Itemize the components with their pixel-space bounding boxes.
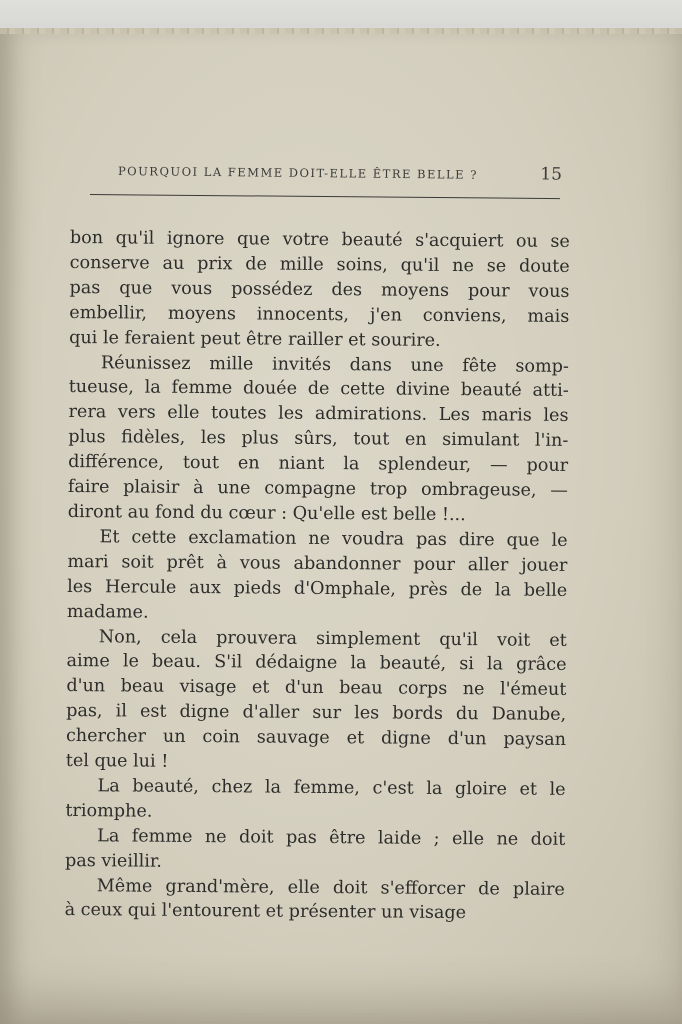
text-line: pas vieillir.: [64, 850, 163, 872]
text-line: conserve au prix de mille soins, qu'il ne se doute: [69, 252, 570, 277]
paragraph: [67, 525, 568, 629]
text-line: Non, cela prouvera simplement qu'il voit et: [98, 626, 567, 651]
text-line: d'un beau visage et d'un beau corps ne l'émeut: [66, 676, 567, 701]
text-line: madame.: [66, 601, 149, 623]
text-line: faire plaisir à une compagne trop ombrageuse, —: [67, 477, 569, 501]
paragraph: [68, 351, 569, 529]
paragraph: [65, 774, 565, 828]
text-line: aime le beau. S'il dédaigne la beauté, si la grâce: [66, 651, 567, 676]
text-line: chercher un coin sauvage et digne d'un paysan: [65, 726, 567, 751]
page-number: 15: [540, 164, 563, 185]
text-line: bon qu'il ignore que votre beauté s'acquiert ou se: [69, 227, 570, 252]
text-line: à ceux qui l'entourent et présenter un visage: [64, 900, 467, 924]
text-line: Réunissez mille invités dans une fête somp-: [100, 352, 569, 377]
text-line: Et cette exclamation ne voudra pas dire que le: [99, 527, 568, 551]
text-line: triomphe.: [65, 800, 153, 822]
text-line: qui le feraient peut être railler et sourire.: [69, 327, 441, 351]
text-line: tel que lui !: [65, 751, 169, 772]
text-line: mari soit prêt à vous abandonner pour aller jouer: [67, 551, 568, 576]
text-line: pas, il est digne d'aller sur les bords du Danube,: [66, 701, 567, 726]
paragraph: [66, 624, 567, 777]
text-line: embellir, moyens innocents, j'en conviens, mais: [69, 302, 570, 327]
text-line: rera vers elle toutes les admirations. Les maris les: [68, 402, 569, 427]
text-line: différence, tout en niant la splendeur, — pour: [68, 452, 569, 477]
text-line: tueuse, la femme douée de cette divine beauté atti-: [68, 377, 569, 402]
body-text: [65, 226, 570, 927]
paragraph: [69, 226, 570, 354]
text-line: La femme ne doit pas être laide ; elle ne doit: [97, 825, 566, 850]
text-line: Même grand'mère, elle doit s'efforcer de plaire: [96, 875, 565, 900]
text-line: pas que vous possédez des moyens pour vous: [69, 277, 570, 302]
text-line: La beauté, chez la femme, c'est la gloire et le: [97, 776, 566, 800]
paragraph: [65, 874, 565, 928]
running-title: POURQUOI LA FEMME DOIT-ELLE ÊTRE BELLE ?: [117, 164, 478, 182]
text-line: plus fidèles, les plus sûrs, tout en simulant l'in-: [68, 427, 569, 452]
text-line: diront au fond du cœur : Qu'elle est belle !...: [67, 501, 466, 526]
page-top-edge: [0, 28, 682, 34]
text-line: les Hercule aux pieds d'Omphale, près de la belle: [67, 576, 568, 601]
paragraph: [65, 824, 565, 878]
